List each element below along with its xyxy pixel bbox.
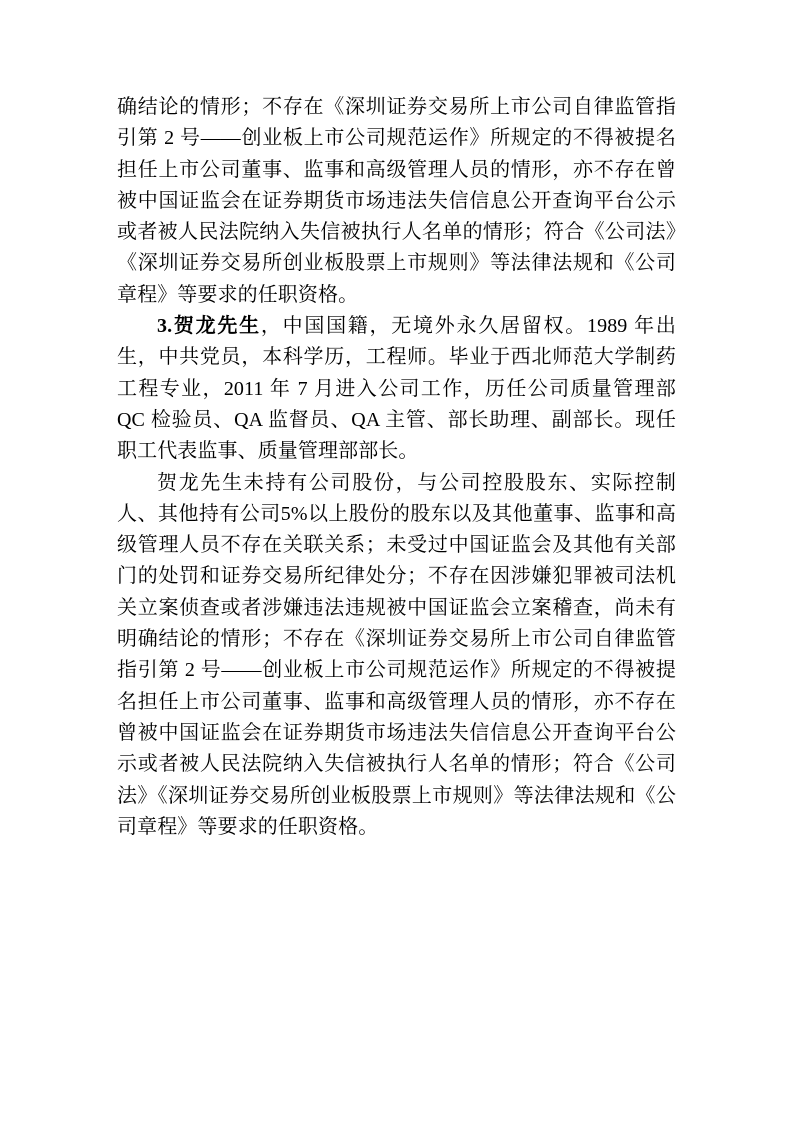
paragraph-continuation: 确结论的情形；不存在《深圳证券交易所上市公司自律监管指引第 2 号——创业板上市公司规范运作》所规定的不得被提名担任上市公司董事、监事和高级管理人员的情形，亦不存在曾被中国证监会在证券期货市场违法失信信息公开查询平台公示或者被人民法院纳入失信被执行人名单的情形；符合《公司法》《深圳证券交易所创业板股票上市规则》等法律法规和《公司章程》等要求的任职资格。	[117, 96, 676, 306]
paragraph-qualification: 贺龙先生未持有公司股份，与公司控股股东、实际控制人、其他持有公司5%以上股份的股东以及其他董事、监事和高级管理人员不存在关联关系；未受过中国证监会及其他有关部门的处罚和证券交易所纪律处分；不存在因涉嫌犯罪被司法机关立案侦查或者涉嫌违法违规被中国证监会立案稽查，尚未有明确结论的情形；不存在《深圳证券交易所上市公司自律监管指引第 2 号——创业板上市公司规范运作》所规定的不得被提名担任上市公司董事、监事和高级管理人员的情形，亦不存在曾被中国证监会在证券期货市场违法失信信息公开查询平台公示或者被人民法院纳入失信被执行人名单的情形；符合《公司法》《深圳证券交易所创业板股票上市规则》等法律法规和《公司章程》等要求的任职资格。	[117, 471, 676, 838]
document-body	[117, 92, 676, 843]
paragraph-bio-helong	[117, 311, 676, 467]
bio-text: ，中国国籍，无境外永久居留权。1989 年出生，中共党员，本科学历，工程师。毕业于西北师范大学制药工程专业，2011 年 7 月进入公司工作，历任公司质量管理部 QC 检验员、QA 监督员、QA 主管、部长助理、副部长。现任职工代表监事、质量管理部部长。	[117, 315, 676, 463]
person-name-bold-lead: 3.贺龙先生	[157, 315, 261, 338]
